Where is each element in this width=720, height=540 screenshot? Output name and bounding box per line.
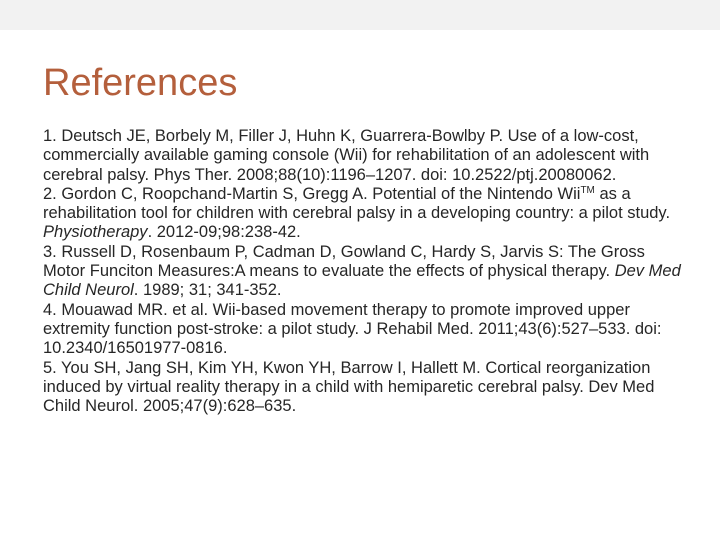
reference-2-suffix: . 2012-09;98:238-42. — [147, 223, 301, 242]
reference-4-text: 4. Mouawad MR. et al. Wii-based movement therapy to promote improved upper extremity function post-stroke: a pilot study. J Rehabil Med. 2011;43(6):527–533. doi: 10.2340/16501977-0816. — [43, 300, 662, 358]
top-band — [0, 0, 720, 30]
reference-1-text: 1. Deutsch JE, Borbely M, Filler J, Huhn K, Guarrera-Bowlby P. Use of a low-cost, commercially available gaming console (Wii) for rehabilitation of an adolescent with cerebral palsy. Phys Ther. 2008;88(10):1196–1207. doi: 10.2522/ptj.20080062. — [43, 127, 650, 184]
reference-2-middle: as a rehabilitation tool for children with cerebral palsy in a developing country: a pilot study. — [43, 184, 671, 223]
reference-2 — [43, 185, 683, 243]
slide-title: References — [43, 62, 238, 104]
reference-3-journal: Dev Med Child Neurol — [43, 262, 681, 300]
reference-3 — [43, 243, 683, 301]
reference-1 — [43, 127, 683, 185]
reference-list — [43, 127, 683, 416]
reference-2-prefix: 2. Gordon C, Roopchand-Martin S, Gregg A. Potential of the Nintendo Wii — [43, 184, 581, 203]
trademark-superscript: TM — [580, 184, 595, 196]
reference-5 — [43, 359, 683, 417]
reference-3-suffix: . 1989; 31; 341-352. — [133, 281, 282, 300]
reference-5-text: 5. You SH, Jang SH, Kim YH, Kwon YH, Barrow I, Hallett M. Cortical reorganization induced by virtual reality therapy in a child with hemiparetic cerebral palsy. Dev Med Child Neurol. 2005;47(9):628–635. — [43, 358, 655, 416]
reference-3-middle: A means to evaluate the effects of physical therapy. — [234, 262, 615, 281]
reference-3-prefix: 3. Russell D, Rosenbaum P, Cadman D, Gowland C, Hardy S, Jarvis S: The Gross Motor Funciton Measures: — [43, 242, 645, 281]
reference-4 — [43, 301, 683, 359]
reference-2-journal: Physiotherapy — [43, 223, 148, 242]
